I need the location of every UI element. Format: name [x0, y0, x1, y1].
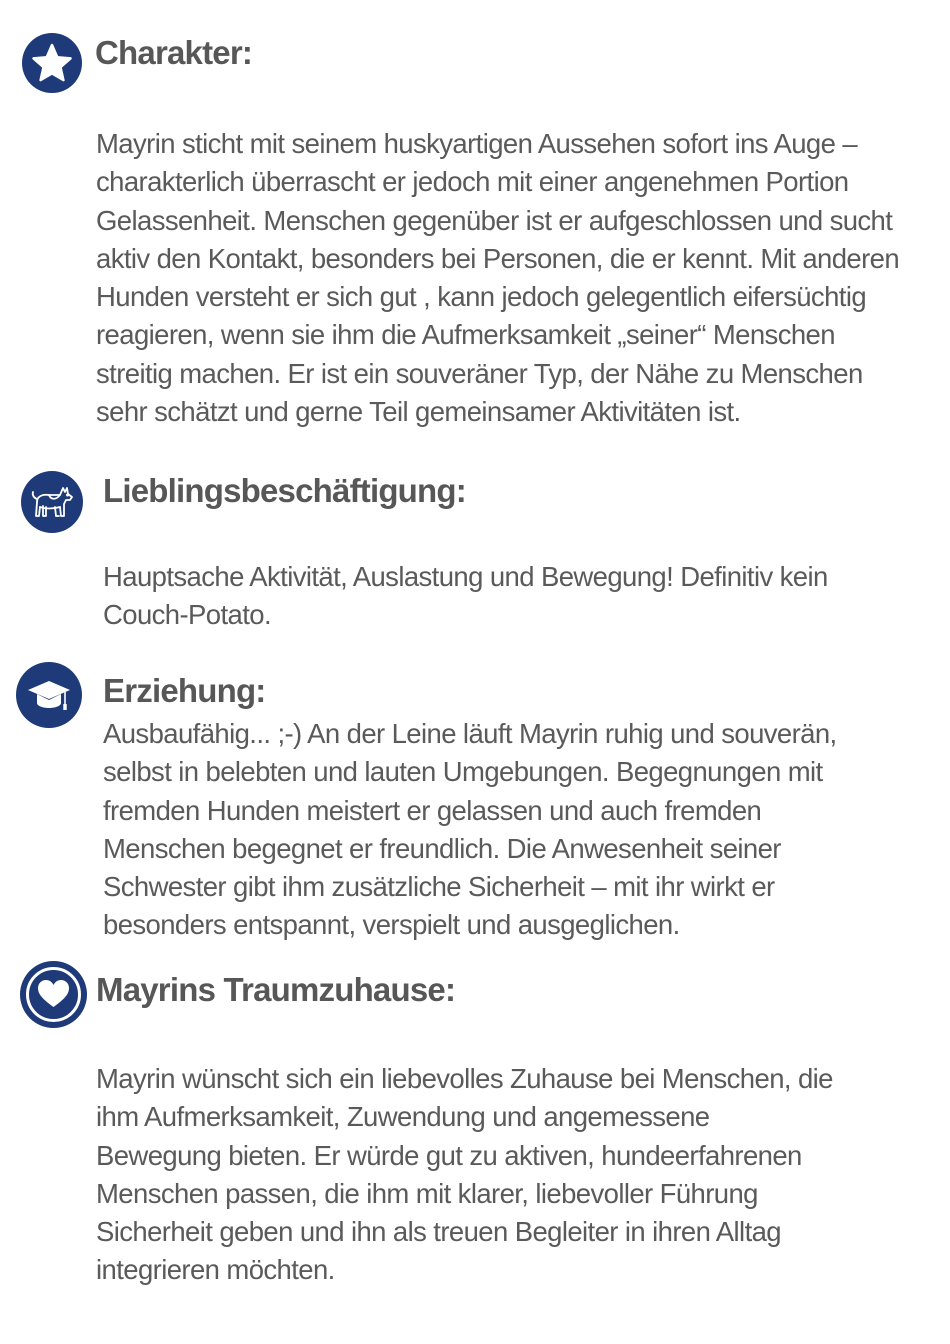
section-title: Mayrins Traumzuhause:	[96, 971, 456, 1008]
section-title: Charakter:	[95, 34, 253, 71]
section-title: Lieblingsbeschäftigung:	[103, 472, 466, 509]
heart-icon	[20, 961, 87, 1028]
section-text: Mayrin wünscht sich ein liebevolles Zuhause bei Menschen, die ihm Aufmerksamkeit, Zuwendung und angemessene Bewegung bieten. Er würde gut zu aktiven, hundeerfahrenen Menschen passen, die ihm mit klarer, liebevoller Führung Sicherheit geben und ihn als treuen Begleiter in ihren Alltag integrieren möchten.	[96, 1063, 833, 1286]
star-icon	[22, 33, 82, 93]
section-text: Ausbaufähig... ;-) An der Leine läuft Mayrin ruhig und souverän, selbst in belebten und lauten Umgebungen. Begegnungen mit fremden Hunden meistert er gelassen und auch fremden Menschen begegnet er freundlich. Die Anwesenheit seiner Schwester gibt ihm zusätzliche Sicherheit – mit ihr wirkt er besonders entspannt, verspielt und ausgeglichen.	[103, 718, 837, 941]
section-title: Erziehung:	[103, 672, 266, 709]
dog-icon	[21, 471, 83, 533]
graduation-cap-icon	[16, 662, 82, 728]
section-text: Hauptsache Aktivität, Auslastung und Bewegung! Definitiv kein Couch-Potato.	[103, 561, 828, 631]
section-text: Mayrin sticht mit seinem huskyartigen Aussehen sofort ins Auge – charakterlich überrascht er jedoch mit einer angenehmen Portion Gelassenheit. Menschen gegenüber ist er aufgeschlossen und sucht aktiv den Kontakt, besonders bei Personen, die er kennt. Mit anderen Hunden versteht er sich gut , kann jedoch gelegentlich eifersüchtig reagieren, wenn sie ihm die Aufmerksamkeit „seiner“ Menschen streitig machen. Er ist ein souveräner Typ, der Nähe zu Menschen sehr schätzt und gerne Teil gemeinsamer Aktivitäten ist.	[96, 128, 900, 428]
